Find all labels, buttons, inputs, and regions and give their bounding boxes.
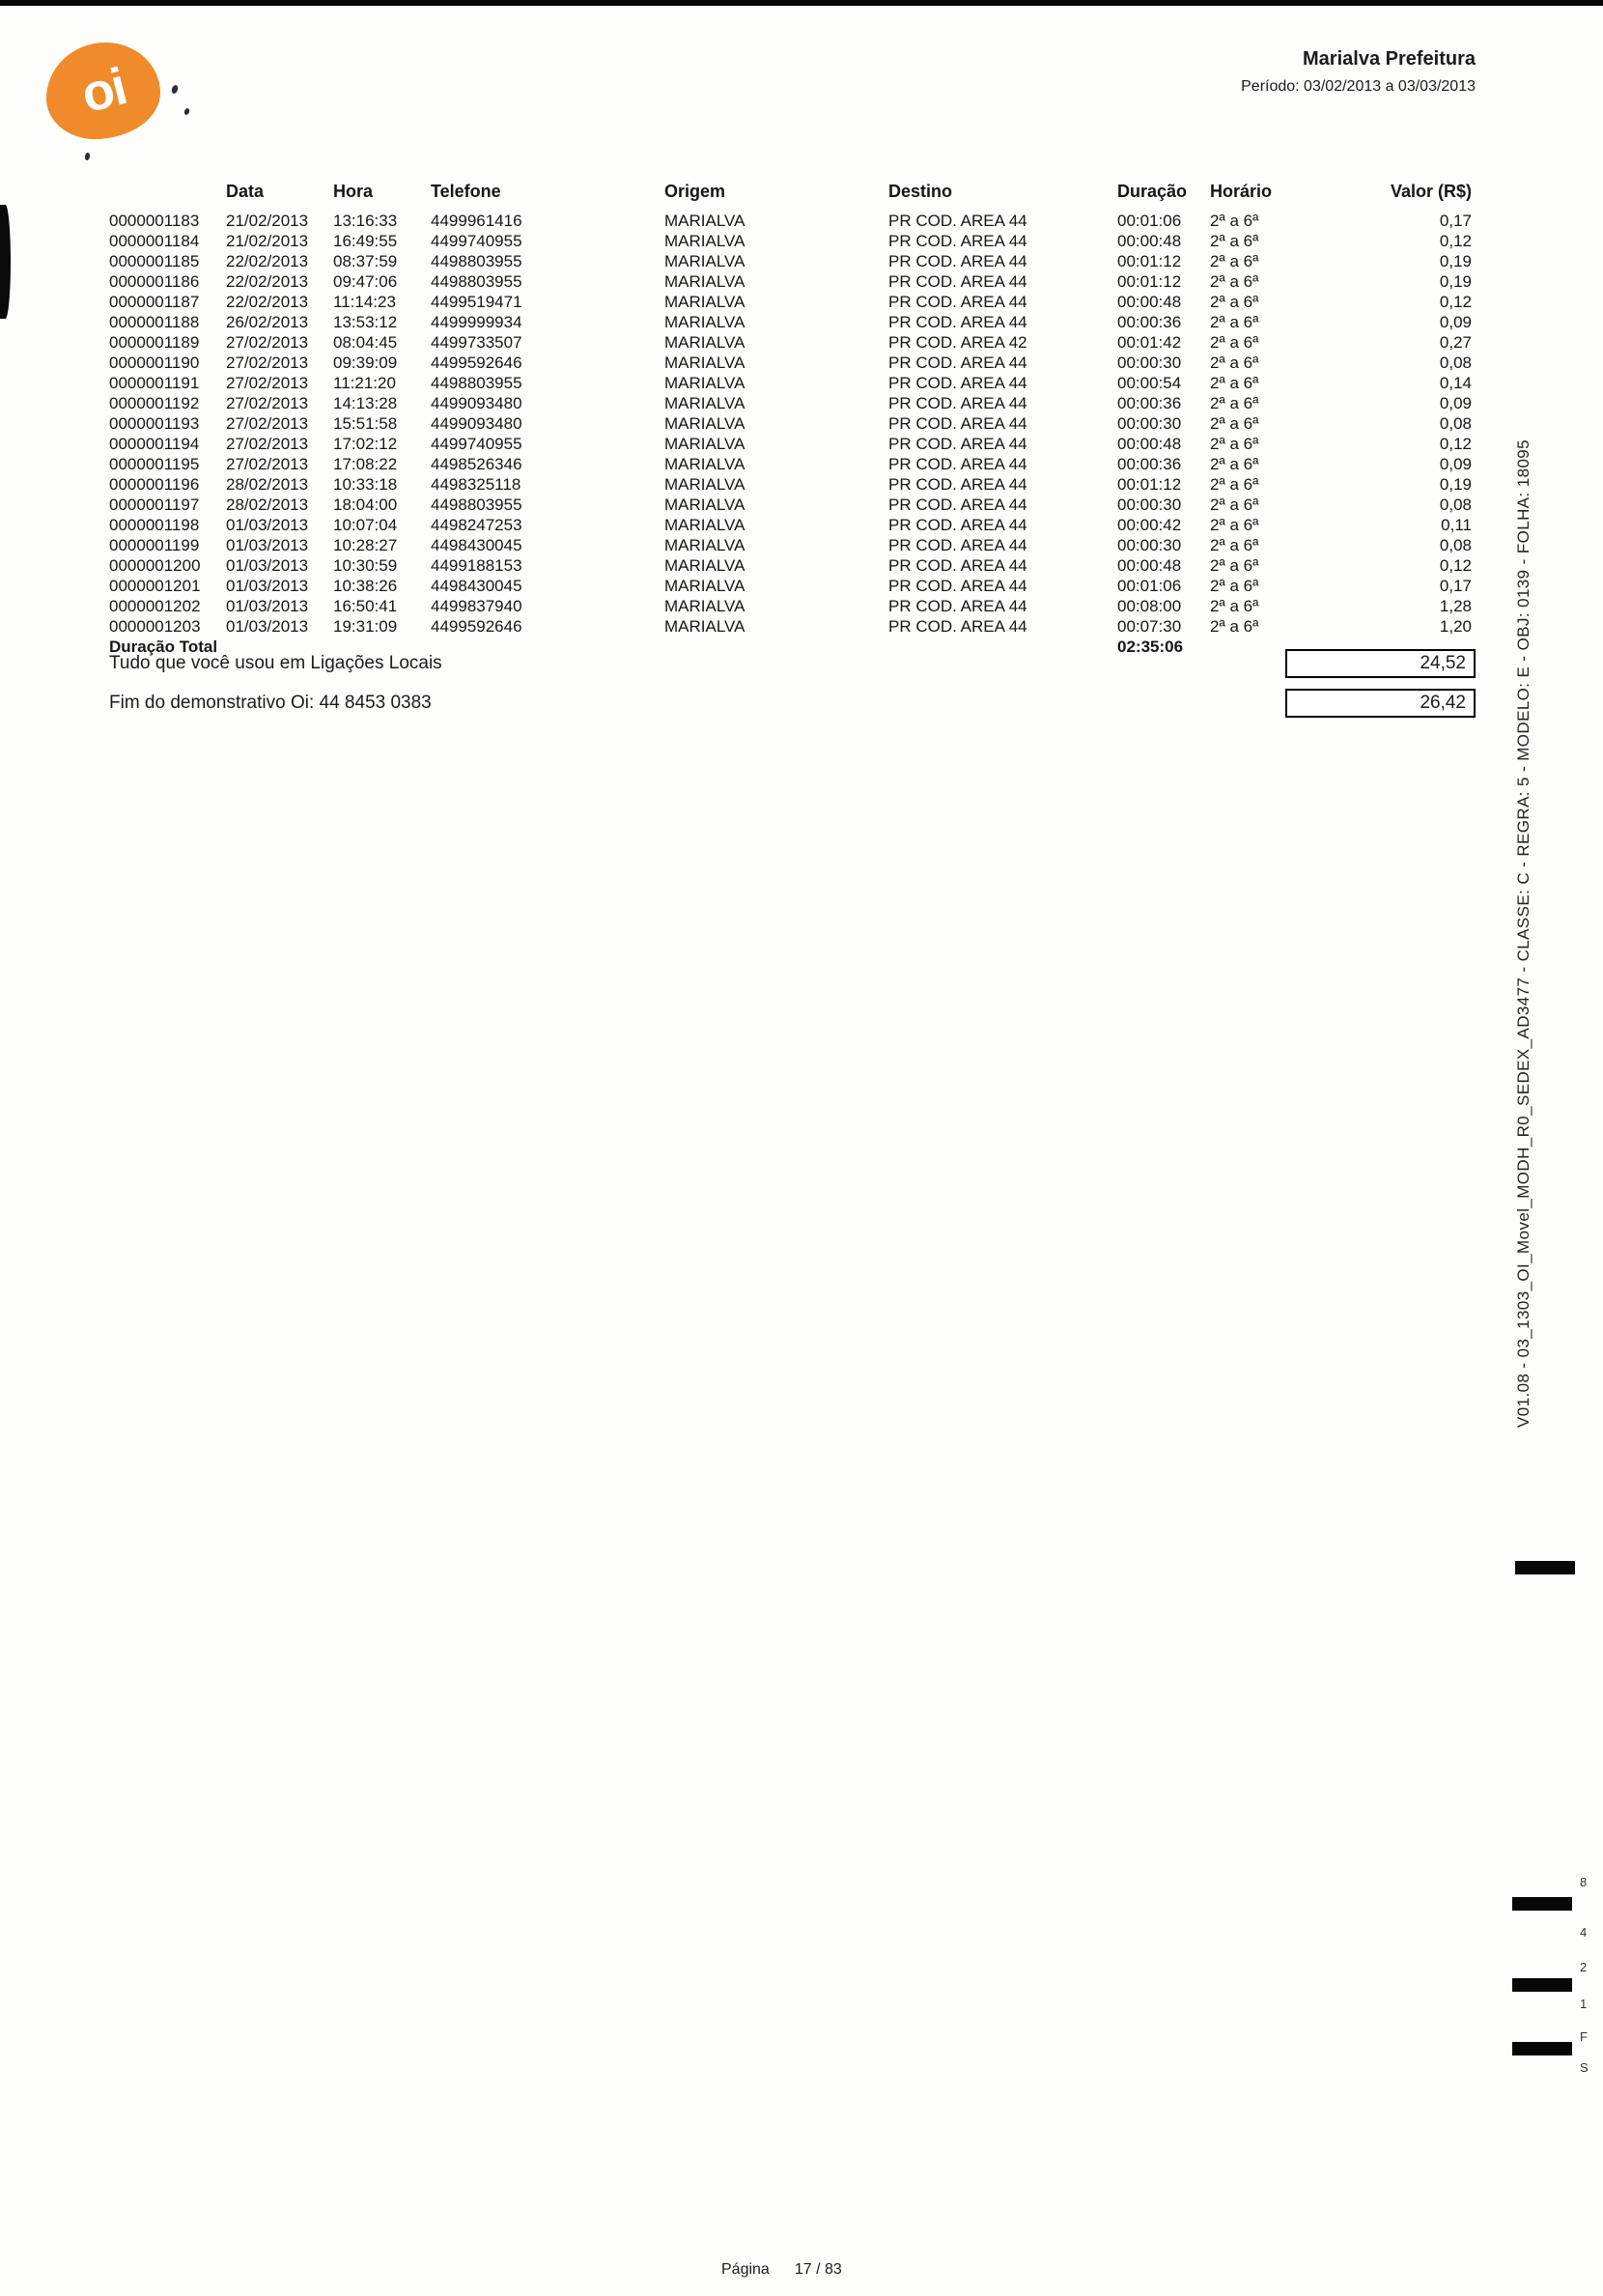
table-cell: 22/02/2013 — [226, 252, 309, 270]
table-cell: 22/02/2013 — [226, 272, 309, 291]
table-cell: MARIALVA — [664, 536, 745, 554]
table-cell: 00:01:06 — [1117, 577, 1182, 595]
table-cell: 01/03/2013 — [226, 597, 309, 615]
table-cell: 2ª a 6ª — [1210, 374, 1259, 392]
table-cell: 00:00:48 — [1117, 556, 1182, 575]
table-cell: 00:00:48 — [1117, 435, 1182, 453]
table-cell: 2ª a 6ª — [1210, 232, 1259, 250]
table-cell: PR COD. AREA 44 — [888, 617, 1027, 636]
table-cell: PR COD. AREA 44 — [888, 394, 1027, 412]
table-header-row — [109, 182, 1472, 211]
table-cell: 0,19 — [1439, 475, 1472, 494]
page-footer-label: Página — [721, 2261, 770, 2278]
billing-period: Período: 03/02/2013 a 03/03/2013 — [1241, 78, 1476, 95]
table-cell: 10:28:27 — [333, 536, 398, 554]
table-cell: 0000001196 — [109, 475, 200, 494]
table-cell: PR COD. AREA 44 — [888, 293, 1027, 311]
table-cell: PR COD. AREA 44 — [888, 212, 1027, 230]
table-cell: PR COD. AREA 44 — [888, 556, 1027, 575]
table-cell: 0000001193 — [109, 414, 200, 433]
page-footer-number: 17 / 83 — [794, 2261, 842, 2278]
table-cell: PR COD. AREA 44 — [888, 232, 1027, 250]
table-cell: 2ª a 6ª — [1210, 435, 1259, 453]
table-cell: 27/02/2013 — [226, 414, 309, 433]
table-cell: 0,14 — [1439, 374, 1472, 392]
table-row — [109, 312, 1472, 332]
call-detail-table — [109, 182, 1472, 657]
oi-logo-text: oi — [75, 57, 131, 125]
customer-name: Marialva Prefeitura — [1303, 48, 1476, 70]
table-cell: 0000001198 — [109, 516, 200, 534]
table-cell: 4499740955 — [431, 232, 522, 250]
table-cell: 10:07:04 — [333, 516, 398, 534]
table-row — [109, 616, 1472, 637]
table-row — [109, 231, 1472, 251]
table-cell: 00:01:12 — [1117, 252, 1182, 270]
table-cell: 0000001183 — [109, 212, 200, 230]
table-cell: MARIALVA — [664, 232, 745, 250]
table-cell: PR COD. AREA 44 — [888, 252, 1027, 270]
print-mark-bar — [1515, 1561, 1575, 1574]
table-cell: 0,09 — [1439, 394, 1472, 412]
table-cell: 00:00:48 — [1117, 232, 1182, 250]
table-cell: MARIALVA — [664, 496, 745, 514]
table-cell: PR COD. AREA 44 — [888, 354, 1027, 372]
table-cell: 0,17 — [1439, 212, 1472, 230]
document-code-vertical-text: V01.08 - 03_1303_OI_Movel_MODH_R0_SEDEX_AD3477 - CLASSE: C - REGRA: 5 - MODELO: E - OBJ: 0139 - FOLHA: 18095 — [1514, 439, 1533, 1428]
table-row — [109, 555, 1472, 576]
table-cell: 0000001194 — [109, 435, 200, 453]
table-cell: 0,08 — [1439, 414, 1472, 433]
table-cell: PR COD. AREA 44 — [888, 272, 1027, 291]
table-cell: 00:07:30 — [1117, 617, 1182, 636]
table-cell: MARIALVA — [664, 577, 745, 595]
table-cell: 2ª a 6ª — [1210, 496, 1259, 514]
table-cell: 27/02/2013 — [226, 354, 309, 372]
table-cell: 4499740955 — [431, 435, 522, 453]
table-row — [109, 211, 1472, 231]
table-cell: 27/02/2013 — [226, 374, 309, 392]
table-row — [109, 576, 1472, 596]
table-cell: 19:31:09 — [333, 617, 398, 636]
table-cell: 0000001199 — [109, 536, 200, 554]
print-mark-label: 1 — [1580, 1997, 1588, 2011]
table-cell: 0000001185 — [109, 252, 200, 270]
table-cell: PR COD. AREA 44 — [888, 374, 1027, 392]
table-cell: 0,12 — [1439, 435, 1472, 453]
table-cell: 0000001191 — [109, 374, 200, 392]
column-header: Data — [226, 182, 265, 201]
table-cell: 00:00:30 — [1117, 496, 1182, 514]
table-cell: 00:00:30 — [1117, 414, 1182, 433]
table-cell: 01/03/2013 — [226, 556, 309, 575]
table-cell: 2ª a 6ª — [1210, 394, 1259, 412]
table-row — [109, 535, 1472, 555]
table-cell: MARIALVA — [664, 333, 745, 352]
table-cell: 0,08 — [1439, 496, 1472, 514]
table-cell: 27/02/2013 — [226, 455, 309, 473]
table-cell: 00:01:42 — [1117, 333, 1182, 352]
table-cell: 2ª a 6ª — [1210, 455, 1259, 473]
table-row — [109, 474, 1472, 495]
document-header — [1241, 48, 1476, 96]
page-footer — [721, 2261, 842, 2279]
table-cell: 13:16:33 — [333, 212, 398, 230]
table-row — [109, 434, 1472, 454]
total-duration: 02:35:06 — [1117, 638, 1184, 656]
table-cell: 00:00:36 — [1117, 394, 1182, 412]
table-row — [109, 332, 1472, 353]
print-mark-label: 4 — [1580, 1925, 1588, 1940]
table-cell: 2ª a 6ª — [1210, 333, 1259, 352]
table-cell: 27/02/2013 — [226, 394, 309, 412]
table-cell: MARIALVA — [664, 374, 745, 392]
table-cell: 0000001184 — [109, 232, 200, 250]
summary-row-total — [109, 689, 1476, 718]
summary-value-box: 24,52 — [1285, 649, 1476, 678]
table-cell: 2ª a 6ª — [1210, 252, 1259, 270]
scan-speck — [171, 84, 180, 95]
table-cell: 0,08 — [1439, 536, 1472, 554]
table-cell: 21/02/2013 — [226, 232, 309, 250]
table-cell: 4499188153 — [431, 556, 522, 575]
table-cell: 0,12 — [1439, 232, 1472, 250]
table-cell: 4499837940 — [431, 597, 522, 615]
scan-speck — [183, 107, 190, 115]
table-cell: 4498247253 — [431, 516, 522, 534]
table-cell: 2ª a 6ª — [1210, 536, 1259, 554]
table-cell: 00:00:54 — [1117, 374, 1182, 392]
scan-artifact-left-edge — [0, 205, 11, 319]
table-cell: 01/03/2013 — [226, 536, 309, 554]
table-cell: 2ª a 6ª — [1210, 293, 1259, 311]
table-cell: 08:04:45 — [333, 333, 398, 352]
column-header: Duração — [1117, 182, 1188, 201]
table-cell: 26/02/2013 — [226, 313, 309, 331]
table-cell: PR COD. AREA 44 — [888, 516, 1027, 534]
scan-speck — [84, 153, 90, 161]
table-cell: 00:00:30 — [1117, 354, 1182, 372]
table-cell: MARIALVA — [664, 516, 745, 534]
table-cell: 28/02/2013 — [226, 496, 309, 514]
table-cell: PR COD. AREA 44 — [888, 496, 1027, 514]
table-row — [109, 393, 1472, 413]
table-cell: 0000001187 — [109, 293, 200, 311]
table-cell: 0,09 — [1439, 455, 1472, 473]
table-cell: 4499733507 — [431, 333, 522, 352]
table-cell: 2ª a 6ª — [1210, 516, 1259, 534]
table-cell: MARIALVA — [664, 252, 745, 270]
table-cell: 00:00:36 — [1117, 313, 1182, 331]
table-row — [109, 271, 1472, 292]
table-cell: 4499999934 — [431, 313, 522, 331]
table-cell: 0,19 — [1439, 252, 1472, 270]
scan-artifact-top-line — [0, 0, 1603, 6]
table-cell: PR COD. AREA 44 — [888, 475, 1027, 494]
table-cell: 01/03/2013 — [226, 516, 309, 534]
table-cell: 2ª a 6ª — [1210, 617, 1259, 636]
table-cell: 4498325118 — [431, 475, 521, 494]
table-cell: 22/02/2013 — [226, 293, 309, 311]
table-cell: 0000001202 — [109, 597, 201, 615]
table-cell: 2ª a 6ª — [1210, 354, 1259, 372]
table-cell: 2ª a 6ª — [1210, 597, 1259, 615]
table-cell: 17:08:22 — [333, 455, 398, 473]
table-cell: PR COD. AREA 44 — [888, 414, 1027, 433]
table-cell: 4498803955 — [431, 374, 522, 392]
table-cell: 0,27 — [1439, 333, 1472, 352]
table-cell: 00:01:06 — [1117, 212, 1182, 230]
table-cell: 4499519471 — [431, 293, 522, 311]
table-cell: 1,20 — [1439, 617, 1472, 636]
table-cell: MARIALVA — [664, 455, 745, 473]
print-mark-label: 2 — [1580, 1960, 1588, 1974]
table-cell: 00:00:48 — [1117, 293, 1182, 311]
column-header: Horário — [1210, 182, 1273, 201]
print-mark-bar — [1512, 2042, 1572, 2055]
table-cell: 0000001201 — [109, 577, 201, 595]
table-cell: 0,11 — [1441, 516, 1472, 534]
table-cell: MARIALVA — [664, 556, 745, 575]
oi-logo — [46, 43, 160, 139]
table-row — [109, 515, 1472, 535]
table-cell: 09:39:09 — [333, 354, 398, 372]
table-cell: 11:21:20 — [333, 374, 396, 392]
table-cell: 0000001200 — [109, 556, 201, 575]
table-cell: MARIALVA — [664, 293, 745, 311]
table-cell: 0,17 — [1439, 577, 1472, 595]
table-cell: 00:00:42 — [1117, 516, 1182, 534]
table-cell: 15:51:58 — [333, 414, 398, 433]
table-cell: MARIALVA — [664, 212, 745, 230]
table-cell: 0000001197 — [109, 496, 200, 514]
table-cell: 2ª a 6ª — [1210, 272, 1259, 291]
summary-label: Tudo que você usou em Ligações Locais — [109, 653, 442, 673]
table-row — [109, 495, 1472, 515]
table-cell: MARIALVA — [664, 475, 745, 494]
table-cell: 0,12 — [1439, 293, 1472, 311]
table-cell: 16:50:41 — [333, 597, 398, 615]
table-cell: 1,28 — [1439, 597, 1472, 615]
table-cell: 27/02/2013 — [226, 435, 309, 453]
table-cell: 4499592646 — [431, 354, 522, 372]
column-header: Origem — [664, 182, 726, 201]
table-cell: 10:38:26 — [333, 577, 398, 595]
summary-label: Fim do demonstrativo Oi: 44 8453 0383 — [109, 693, 432, 713]
table-cell: 4498430045 — [431, 577, 522, 595]
table-cell: 21/02/2013 — [226, 212, 309, 230]
table-cell: 0,12 — [1439, 556, 1472, 575]
table-cell: 0,09 — [1439, 313, 1472, 331]
print-mark-label: 8 — [1580, 1875, 1588, 1889]
table-cell: 4498803955 — [431, 252, 522, 270]
table-cell: 2ª a 6ª — [1210, 577, 1259, 595]
table-cell: MARIALVA — [664, 354, 745, 372]
table-cell: 13:53:12 — [333, 313, 398, 331]
table-cell: 14:13:28 — [333, 394, 398, 412]
table-cell: 0,19 — [1439, 272, 1472, 291]
summary-row-local-calls — [109, 649, 1476, 678]
table-cell: 0000001188 — [109, 313, 200, 331]
table-cell: 2ª a 6ª — [1210, 475, 1259, 494]
table-cell: 08:37:59 — [333, 252, 398, 270]
column-header: Hora — [333, 182, 374, 201]
table-cell: 10:30:59 — [333, 556, 398, 575]
print-mark-label: F — [1580, 2029, 1588, 2044]
summary-value-box: 26,42 — [1285, 689, 1476, 718]
table-cell: 4498430045 — [431, 536, 522, 554]
table-cell: 27/02/2013 — [226, 333, 309, 352]
table-cell: 10:33:18 — [333, 475, 398, 494]
table-cell: 4499093480 — [431, 394, 522, 412]
table-cell: PR COD. AREA 42 — [888, 333, 1027, 352]
table-cell: 00:00:30 — [1117, 536, 1182, 554]
table-cell: PR COD. AREA 44 — [888, 536, 1027, 554]
table-cell: 00:01:12 — [1117, 272, 1182, 291]
table-cell: 17:02:12 — [333, 435, 398, 453]
print-mark-bar — [1512, 1897, 1572, 1911]
table-cell: MARIALVA — [664, 414, 745, 433]
table-cell: 0,08 — [1439, 354, 1472, 372]
table-cell: MARIALVA — [664, 272, 745, 291]
column-header: Valor (R$) — [1390, 182, 1472, 201]
table-cell: PR COD. AREA 44 — [888, 435, 1027, 453]
table-cell: 01/03/2013 — [226, 617, 309, 636]
table-cell: MARIALVA — [664, 313, 745, 331]
print-mark-bar — [1512, 1978, 1572, 1992]
table-cell: 16:49:55 — [333, 232, 398, 250]
table-cell: 09:47:06 — [333, 272, 398, 291]
table-cell: 2ª a 6ª — [1210, 313, 1259, 331]
table-cell: PR COD. AREA 44 — [888, 313, 1027, 331]
print-mark-label: S — [1580, 2060, 1589, 2075]
table-cell: MARIALVA — [664, 597, 745, 615]
table-row — [109, 251, 1472, 271]
table-cell: 4498803955 — [431, 496, 522, 514]
table-cell: PR COD. AREA 44 — [888, 597, 1027, 615]
table-cell: PR COD. AREA 44 — [888, 577, 1027, 595]
table-row — [109, 292, 1472, 312]
table-cell: 4498526346 — [431, 455, 522, 473]
table-cell: 2ª a 6ª — [1210, 414, 1259, 433]
table-body — [109, 211, 1472, 637]
table-cell: 4499592646 — [431, 617, 522, 636]
column-header: Telefone — [431, 182, 501, 201]
table-cell: 2ª a 6ª — [1210, 212, 1259, 230]
total-label: Duração Total — [109, 638, 218, 656]
table-cell: 00:01:12 — [1117, 475, 1182, 494]
table-cell: 0000001195 — [109, 455, 200, 473]
table-cell: 11:14:23 — [333, 293, 396, 311]
column-header-id — [109, 182, 226, 211]
table-cell: 0000001192 — [109, 394, 200, 412]
table-cell: 4499093480 — [431, 414, 522, 433]
table-cell: 4498803955 — [431, 272, 522, 291]
table-cell: 00:08:00 — [1117, 597, 1182, 615]
table-cell: MARIALVA — [664, 394, 745, 412]
column-header: Destino — [888, 182, 953, 201]
table-cell: 28/02/2013 — [226, 475, 309, 494]
table-cell: 4499961416 — [431, 212, 522, 230]
table-row — [109, 454, 1472, 474]
table-cell: 0000001203 — [109, 617, 201, 636]
table-row — [109, 413, 1472, 434]
table-cell: 00:00:36 — [1117, 455, 1182, 473]
table-cell: MARIALVA — [664, 435, 745, 453]
table-cell: 0000001189 — [109, 333, 200, 352]
table-cell: PR COD. AREA 44 — [888, 455, 1027, 473]
table-row — [109, 353, 1472, 373]
table-cell: 2ª a 6ª — [1210, 556, 1259, 575]
table-cell: MARIALVA — [664, 617, 745, 636]
table-cell: 0000001186 — [109, 272, 200, 291]
table-row — [109, 373, 1472, 393]
table-row — [109, 596, 1472, 616]
table-cell: 0000001190 — [109, 354, 200, 372]
table-cell: 18:04:00 — [333, 496, 398, 514]
table-cell: 01/03/2013 — [226, 577, 309, 595]
